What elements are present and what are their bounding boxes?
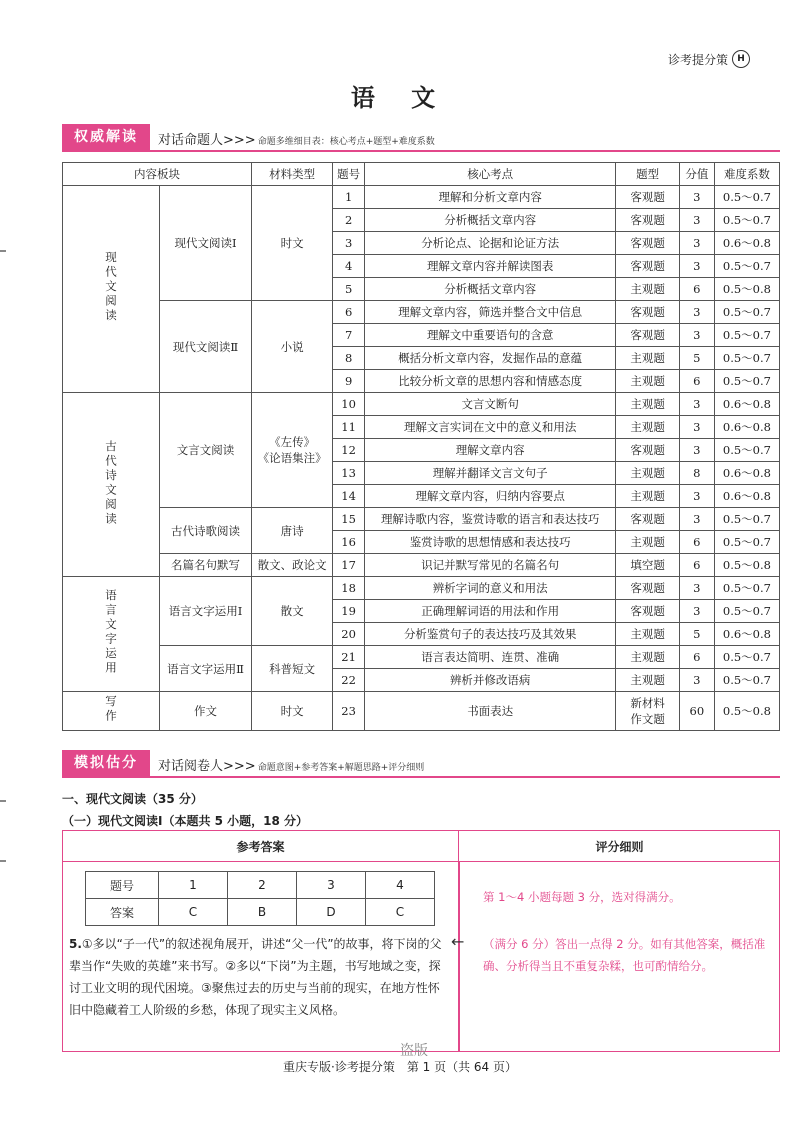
material-cell: [251, 646, 332, 692]
section-main-title: 对话命题人>>>: [158, 133, 256, 148]
page-footer: 重庆专版·诊考提分策 第 1 页（共 64 页）: [283, 1060, 517, 1074]
question-type-cell: 客观题: [616, 508, 679, 531]
core-point-cell: 理解文章内容，筛选并整合文中信息: [364, 301, 616, 324]
core-point-cell: 理解并翻译文言文句子: [364, 462, 616, 485]
score-cell: 6: [679, 646, 714, 669]
difficulty-cell: 0.6～0.8: [714, 485, 779, 508]
group-cell: [63, 393, 160, 577]
table-row: [63, 508, 780, 531]
header-cell: 内容板块: [63, 163, 252, 186]
table-row: [63, 646, 780, 669]
material-cell: [251, 186, 332, 301]
core-point-cell: 理解文章内容: [364, 439, 616, 462]
core-point-cell: 语言表达简明、连贯、准确: [364, 646, 616, 669]
group-label: 古代诗文阅读: [104, 439, 118, 527]
score-cell: 8: [679, 462, 714, 485]
difficulty-cell: 0.5～0.7: [714, 531, 779, 554]
score-cell: 3: [679, 439, 714, 462]
question-number-cell: 19: [333, 600, 365, 623]
score-cell: 6: [679, 278, 714, 301]
score-cell: 3: [679, 577, 714, 600]
question-type-cell: 主观题: [616, 623, 679, 646]
core-point-cell: 鉴赏诗歌的思想情感和表达技巧: [364, 531, 616, 554]
question-number-cell: 23: [333, 692, 365, 731]
scoring-rule-2: （满分 6 分）答出一点得 2 分。如有其他答案，概括准确、分析得当且不重复杂糅，也可酌情给分。: [483, 937, 766, 973]
difficulty-cell: 0.6～0.8: [714, 393, 779, 416]
question-type-cell: 客观题: [616, 600, 679, 623]
question-type-cell: 主观题: [616, 531, 679, 554]
material-cell: [251, 692, 332, 731]
key-answer: B: [228, 899, 297, 926]
score-cell: 3: [679, 600, 714, 623]
page-title: 语 文: [350, 83, 450, 112]
core-point-cell: 文言文断句: [364, 393, 616, 416]
question-number-cell: 17: [333, 554, 365, 577]
header-cell: 题型: [616, 163, 679, 186]
difficulty-cell: 0.6～0.8: [714, 462, 779, 485]
question-type-cell: 客观题: [616, 301, 679, 324]
block-cell: 名篇名句默写: [160, 554, 252, 577]
material-cell: [251, 393, 332, 508]
block-cell: 现代文阅读Ⅱ: [160, 301, 252, 393]
question-type-cell: 客观题: [616, 255, 679, 278]
difficulty-cell: 0.5～0.7: [714, 186, 779, 209]
header-cell: 分值: [679, 163, 714, 186]
section-subtitle: 命题多维细目表：核心考点+题型+难度系数: [257, 137, 435, 147]
section-tag: 权威解读: [62, 124, 150, 150]
material-label: 科普短文: [269, 661, 316, 676]
question-number-cell: 16: [333, 531, 365, 554]
table-header-row: [63, 163, 780, 186]
score-cell: 3: [679, 324, 714, 347]
core-point-cell: 分析论点、论据和论证方法: [364, 232, 616, 255]
header-cell: 材料类型: [251, 163, 332, 186]
question-type-cell: 客观题: [616, 232, 679, 255]
core-point-cell: 理解和分析文章内容: [364, 186, 616, 209]
spec-table: [62, 162, 780, 731]
scoring-rule-1: 第 1～4 小题每题 3 分，选对得满分。: [483, 890, 681, 904]
difficulty-cell: 0.5～0.7: [714, 370, 779, 393]
edge-mark: [0, 800, 6, 802]
question-number-cell: 1: [333, 186, 365, 209]
question-number-cell: 5: [333, 278, 365, 301]
group-cell: [63, 692, 160, 731]
question-type-cell: 客观题: [616, 439, 679, 462]
question-number-cell: 3: [333, 232, 365, 255]
answer-divider: [458, 861, 460, 1051]
question-type-cell: 主观题: [616, 462, 679, 485]
question-number-cell: 13: [333, 462, 365, 485]
difficulty-cell: 0.5～0.7: [714, 347, 779, 370]
key-number: 1: [159, 872, 228, 899]
score-cell: 3: [679, 209, 714, 232]
difficulty-cell: 0.6～0.8: [714, 416, 779, 439]
watermark: 盗版: [400, 1043, 428, 1059]
difficulty-cell: 0.6～0.8: [714, 623, 779, 646]
block-cell: 语言文字运用Ⅰ: [160, 577, 252, 646]
group-cell: [63, 186, 160, 393]
question-number-cell: 22: [333, 669, 365, 692]
score-cell: 3: [679, 393, 714, 416]
header-cell: 难度系数: [714, 163, 779, 186]
section-simulation: [62, 750, 780, 776]
answer-box: [62, 830, 780, 1052]
material-label: 《论语集注》: [257, 451, 327, 465]
question-number-cell: 4: [333, 255, 365, 278]
difficulty-cell: 0.5～0.8: [714, 692, 779, 731]
group-cell: [63, 577, 160, 692]
block-cell: 语言文字运用Ⅱ: [160, 646, 252, 692]
question-number-cell: 20: [333, 623, 365, 646]
question-type-cell: 客观题: [616, 186, 679, 209]
difficulty-cell: 0.5～0.7: [714, 301, 779, 324]
edge-mark: [0, 860, 6, 862]
score-cell: 3: [679, 416, 714, 439]
core-point-cell: 识记并默写常见的名篇名句: [364, 554, 616, 577]
question-number-cell: 12: [333, 439, 365, 462]
score-cell: 60: [679, 692, 714, 731]
table-row: [63, 186, 780, 209]
table-row: [63, 692, 780, 731]
question-number-cell: 21: [333, 646, 365, 669]
score-cell: 5: [679, 347, 714, 370]
brand-logo-icon: H: [732, 50, 750, 68]
block-cell: 现代文阅读Ⅰ: [160, 186, 252, 301]
question-type-cell: 客观题: [616, 324, 679, 347]
answer-key-row-answers: [86, 899, 435, 926]
material-cell: [251, 577, 332, 646]
table-row: [63, 554, 780, 577]
block-cell: 文言文阅读: [160, 393, 252, 508]
arrow-left-icon: ←: [451, 932, 465, 951]
core-point-cell: 分析鉴赏句子的表达技巧及其效果: [364, 623, 616, 646]
question-number-cell: 6: [333, 301, 365, 324]
core-point-cell: 概括分析文章内容，发掘作品的意蕴: [364, 347, 616, 370]
brand-text: 诊考提分策: [667, 52, 728, 67]
core-point-cell: 分析概括文章内容: [364, 278, 616, 301]
answer-key-table: [85, 871, 435, 926]
score-cell: 6: [679, 554, 714, 577]
key-number: 4: [366, 872, 435, 899]
section-tag: 模拟估分: [62, 750, 150, 776]
core-point-cell: 正确理解词语的用法和作用: [364, 600, 616, 623]
question-type-cell: 主观题: [616, 393, 679, 416]
score-cell: 6: [679, 370, 714, 393]
score-cell: 3: [679, 186, 714, 209]
question-number-cell: 15: [333, 508, 365, 531]
question-5-text: ①多以“子一代”的叙述视角展开，讲述“父一代”的故事，将下岗的父辈当作“失败的英雄”来书写。②多以“下岗”为主题，书写地域之变，探讨工业文明的现代困境。③聚焦过去的历史与当前的现实，在地方性怀旧中隐藏着工人阶级的乡愁，体现了现实主义风格。: [69, 937, 442, 1017]
score-cell: 3: [679, 485, 714, 508]
difficulty-cell: 0.5～0.8: [714, 554, 779, 577]
core-point-cell: 辨析并修改语病: [364, 669, 616, 692]
question-type-cell: 主观题: [616, 416, 679, 439]
material-label: 散文: [280, 604, 304, 618]
score-cell: 3: [679, 232, 714, 255]
difficulty-cell: 0.5～0.7: [714, 439, 779, 462]
group-label: 现代文阅读: [104, 251, 118, 324]
header-cell: 核心考点: [364, 163, 616, 186]
table-row: [63, 301, 780, 324]
key-number: 2: [228, 872, 297, 899]
difficulty-cell: 0.5～0.7: [714, 646, 779, 669]
block-cell: 古代诗歌阅读: [160, 508, 252, 554]
question-number-cell: 9: [333, 370, 365, 393]
core-point-cell: 比较分析文章的思想内容和情感态度: [364, 370, 616, 393]
header-cell: 题号: [333, 163, 365, 186]
score-cell: 3: [679, 669, 714, 692]
question-type-cell: 填空题: [616, 554, 679, 577]
material-label: 时文: [280, 704, 304, 718]
material-cell: [251, 508, 332, 554]
core-point-cell: 理解文章内容并解读图表: [364, 255, 616, 278]
score-cell: 5: [679, 623, 714, 646]
section-divider: [62, 150, 780, 152]
section-main-title: 对话阅卷人>>>: [158, 759, 256, 774]
part-title: 一、现代文阅读（35 分）: [62, 792, 203, 806]
core-point-cell: 理解文言实词在文中的意义和用法: [364, 416, 616, 439]
question-number-cell: 7: [333, 324, 365, 347]
question-number-cell: 14: [333, 485, 365, 508]
key-number: 3: [297, 872, 366, 899]
core-point-cell: 理解文章内容，归纳内容要点: [364, 485, 616, 508]
key-answer: C: [366, 899, 435, 926]
part-subtitle: （一）现代文阅读Ⅰ（本题共 5 小题，18 分）: [62, 814, 309, 828]
table-row: [63, 393, 780, 416]
answer-header: 参考答案: [63, 831, 459, 862]
core-point-cell: 书面表达: [364, 692, 616, 731]
core-point-cell: 理解诗歌内容，鉴赏诗歌的语言和表达技巧: [364, 508, 616, 531]
question-type-cell: 主观题: [616, 646, 679, 669]
question-number-cell: 10: [333, 393, 365, 416]
brand-header: [668, 50, 750, 68]
answer-key-row-numbers: [86, 872, 435, 899]
question-number-cell: 8: [333, 347, 365, 370]
question-number: 5.: [69, 937, 82, 951]
score-cell: 6: [679, 531, 714, 554]
material-cell: [251, 301, 332, 393]
score-cell: 3: [679, 508, 714, 531]
material-cell: [251, 554, 332, 577]
score-cell: 3: [679, 301, 714, 324]
scoring-header: 评分细则: [460, 831, 779, 862]
question-type-cell: 客观题: [616, 209, 679, 232]
key-answer: D: [297, 899, 366, 926]
material-label: 时文: [280, 236, 304, 250]
section-subtitle: 命题意图+参考答案+解题思路+评分细则: [257, 763, 425, 773]
block-cell: 作文: [160, 692, 252, 731]
key-label: 题号: [86, 872, 159, 899]
question-type-cell: 主观题: [616, 278, 679, 301]
material-label: 小说: [280, 339, 304, 354]
edge-mark: [0, 250, 6, 252]
difficulty-cell: 0.5～0.7: [714, 669, 779, 692]
section-authority: [62, 124, 780, 150]
difficulty-cell: 0.5～0.7: [714, 209, 779, 232]
question-type-cell: 主观题: [616, 669, 679, 692]
question-number-cell: 2: [333, 209, 365, 232]
question-type-cell: 主观题: [616, 370, 679, 393]
question-number-cell: 11: [333, 416, 365, 439]
score-cell: 3: [679, 255, 714, 278]
material-label: 唐诗: [280, 523, 304, 538]
core-point-cell: 分析概括文章内容: [364, 209, 616, 232]
material-label: 《左传》: [269, 435, 316, 449]
question-5-answer: [69, 933, 449, 1021]
section-divider: [62, 776, 780, 778]
question-type-cell: 主观题: [616, 347, 679, 370]
group-label: 写作: [104, 695, 118, 724]
core-point-cell: 辨析字词的意义和用法: [364, 577, 616, 600]
difficulty-cell: 0.5～0.8: [714, 278, 779, 301]
group-label: 语言文字运用: [104, 589, 118, 676]
question-number-cell: 18: [333, 577, 365, 600]
table-row: [63, 577, 780, 600]
material-label: 散文、政论文: [257, 558, 327, 572]
question-type-cell: 新材料作文题: [616, 692, 679, 731]
question-type-cell: 客观题: [616, 577, 679, 600]
question-type-cell: 主观题: [616, 485, 679, 508]
difficulty-cell: 0.5～0.7: [714, 324, 779, 347]
difficulty-cell: 0.6～0.8: [714, 232, 779, 255]
key-label: 答案: [86, 899, 159, 926]
difficulty-cell: 0.5～0.7: [714, 255, 779, 278]
difficulty-cell: 0.5～0.7: [714, 577, 779, 600]
difficulty-cell: 0.5～0.7: [714, 600, 779, 623]
key-answer: C: [159, 899, 228, 926]
core-point-cell: 理解文中重要语句的含意: [364, 324, 616, 347]
difficulty-cell: 0.5～0.7: [714, 508, 779, 531]
